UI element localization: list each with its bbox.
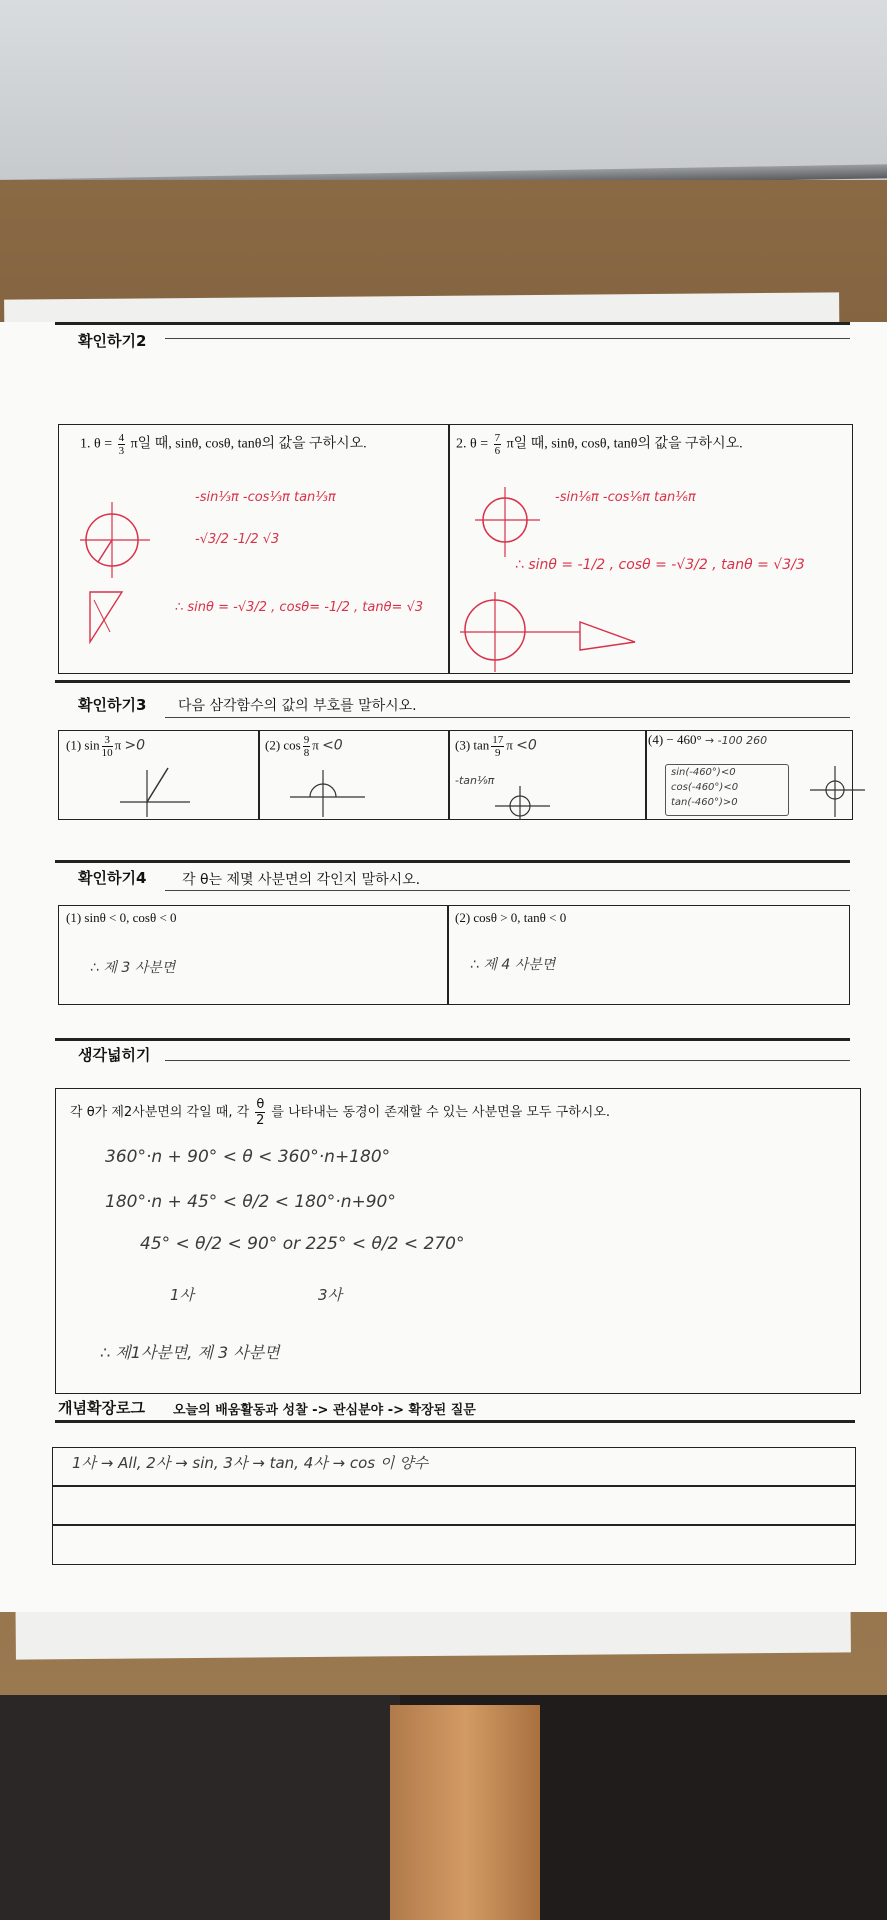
section2-divider (448, 424, 450, 674)
section3-divider (258, 730, 260, 820)
handwritten-think-line4: 1사 3사 (170, 1286, 343, 1304)
handwritten-q1-answer: ∴ sinθ = -√3/2 , cosθ= -1/2 , tanθ= √3 (175, 600, 424, 615)
angle-sketch-4 (810, 762, 870, 818)
think-title: 생각넓히기 (78, 1046, 151, 1064)
handwritten-think-line2: 180°·n + 45° < θ/2 < 180°·n+90° (105, 1192, 396, 1212)
handwritten-think-answer: ∴ 제1사분면, 제 3 사분면 (100, 1343, 280, 1362)
section4-question-2: (2) cosθ > 0, tanθ < 0 (455, 910, 567, 925)
section-rule (165, 338, 850, 339)
handwritten-answer-1: ∴ 제 3 사분면 (90, 960, 176, 976)
section2-title: 확인하기2 (78, 332, 147, 350)
worksheet-page (0, 322, 887, 1612)
handwritten-answer-2: ∴ 제 4 사분면 (470, 957, 556, 973)
section4-box (58, 905, 850, 1005)
background-monitor (0, 0, 887, 180)
section3-divider (448, 730, 450, 820)
angle-sketch-2 (290, 762, 370, 818)
section3-subtitle: 다음 삼각함수의 값의 부호를 말하시오. (178, 698, 417, 714)
concept-subtitle: 오늘의 배움활동과 성찰 -> 관심분야 -> 확장된 질문 (173, 1403, 476, 1418)
section3-item-3: (3) tan $\frac{17}{9}$ π <0 (455, 734, 537, 759)
handwritten-concept-line: 1사 → All, 2사 → sin, 3사 → tan, 4사 → cos 이 양수 (72, 1454, 429, 1472)
section-rule (55, 1420, 855, 1423)
handwritten-q2-line1: -sin⅙π -cos⅙π tan⅙π (555, 490, 696, 505)
section3-item-4: (4) − 460° → -100 260 (648, 732, 768, 747)
handwritten-item4-box (665, 764, 789, 816)
concept-title: 개념확장로그 (58, 1399, 145, 1417)
section-rule (165, 890, 850, 891)
section4-divider (447, 905, 449, 1005)
hw-line: cos(-460°)<0 (671, 782, 739, 793)
section-rule (55, 860, 850, 863)
unit-circle-sketch-q1 (80, 492, 180, 662)
section-rule (165, 1060, 850, 1061)
section2-question-2: 2. θ = $\frac{7}{6}$ π일 때, sinθ, cosθ, tanθ의 값을 구하시오. (456, 432, 743, 457)
angle-sketch-3 (490, 784, 560, 820)
section4-question-1: (1) sinθ < 0, cosθ < 0 (66, 910, 177, 925)
handwritten-think-line3: 45° < θ/2 < 90° or 225° < θ/2 < 270° (140, 1234, 465, 1254)
section3-item-1: (1) sin $\frac{3}{10}$ π >0 (66, 734, 146, 759)
section4-subtitle: 각 θ는 제몇 사분면의 각인지 말하시오. (182, 872, 421, 888)
handwritten-item3-note: -tan⅑π (455, 774, 495, 787)
section-rule (55, 322, 850, 325)
unit-circle-sketch-q2 (460, 482, 560, 682)
floor-area (0, 1695, 887, 1920)
section-rule (55, 680, 850, 683)
section-rule (165, 717, 850, 718)
handwritten-q1-line1: -sin⅓π -cos⅓π tan⅓π (195, 490, 336, 505)
hw-line: sin(-460°)<0 (671, 767, 736, 778)
handwritten-q1-line2: -√3/2 -1/2 √3 (195, 532, 280, 547)
concept-log-row-line (52, 1524, 856, 1526)
think-question: 각 θ가 제2사분면의 각일 때, 각 $\frac{\theta}{2}$ 를 나타내는 동경이 존재할 수 있는 사분면을 모두 구하시오. (70, 1097, 611, 1128)
section4-title: 확인하기4 (78, 869, 147, 887)
handwritten-q2-answer: ∴ sinθ = -1/2 , cosθ = -√3/2 , tanθ = √3/3 (515, 557, 805, 573)
concept-log-row-line (52, 1485, 856, 1487)
angle-sketch-1 (120, 762, 200, 818)
section3-title: 확인하기3 (78, 696, 147, 714)
hw-line: tan(-460°)>0 (671, 797, 738, 808)
section2-question-1: 1. θ = $\frac{4}{3}$ π일 때, sinθ, cosθ, tanθ의 값을 구하시오. (80, 432, 367, 457)
handwritten-think-line1: 360°·n + 90° < θ < 360°·n+180° (105, 1147, 391, 1167)
section-rule (55, 1038, 850, 1041)
section3-item-2: (2) cos $\frac{9}{8}$ π <0 (265, 734, 343, 759)
section3-divider (645, 730, 647, 820)
